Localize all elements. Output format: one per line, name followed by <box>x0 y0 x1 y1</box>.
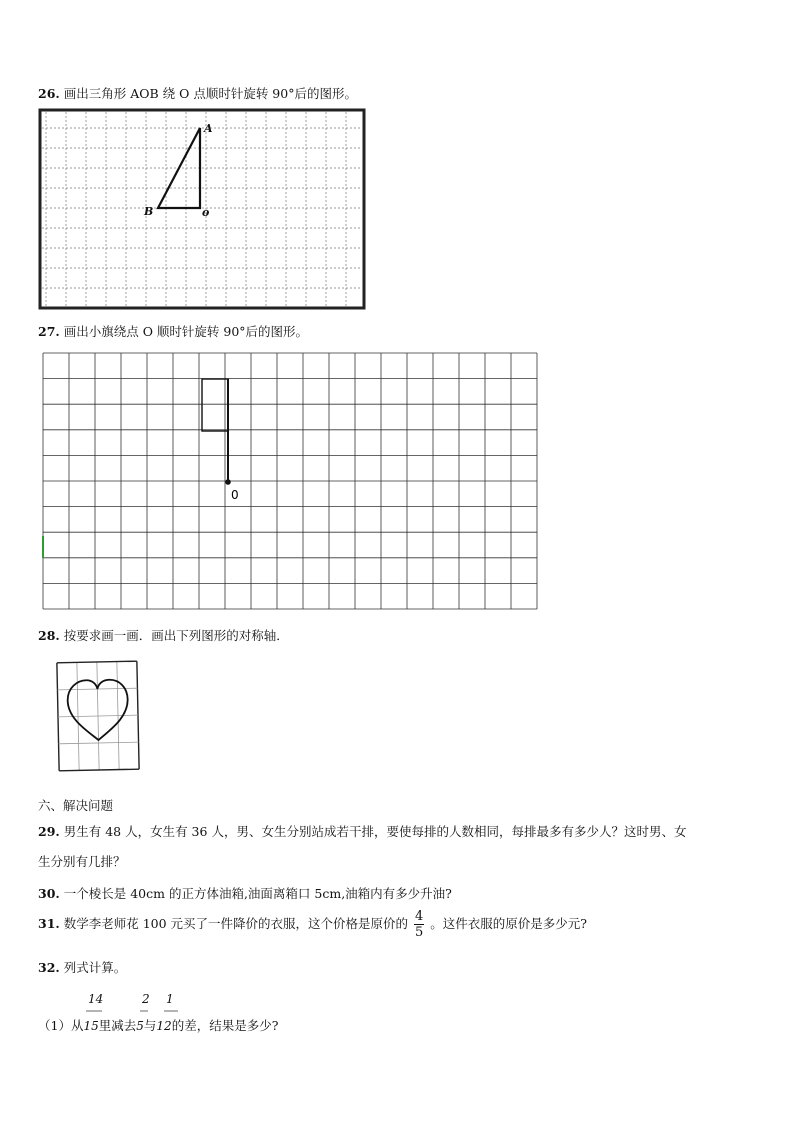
q26-triangle-aob <box>158 128 200 208</box>
q27-point-label: 0 <box>231 488 239 502</box>
q30-text: 一个棱长是 40cm 的正方体油箱,油面离箱口 5cm,油箱内有多少升油? <box>63 886 452 901</box>
q32-f1-denominator: 15 <box>83 1019 99 1033</box>
q29-line1: 男生有 48 人，女生有 36 人，男、女生分别站成若干排，要使每排的人数相同，每排最多有多少人？这时男、女 <box>63 824 687 839</box>
q26-grid-figure <box>38 108 368 312</box>
section-title: 六、解决问题 <box>38 798 114 813</box>
q31-text-before: 数学李老师花 100 元买了一件降价的衣服，这个价格是原价的 <box>63 916 409 931</box>
q26-label-a: A <box>204 122 213 135</box>
q27-prompt <box>38 322 308 340</box>
q32-sub1-suffix: 的差，结果是多少? <box>171 1018 279 1033</box>
q32-sub1-prefix: （1）从 <box>38 1018 84 1033</box>
q28-grid-line <box>57 661 137 663</box>
q28-grid-line <box>59 769 139 771</box>
q27-number: 27. <box>38 324 60 339</box>
q32-title: 列式计算。 <box>63 960 127 975</box>
q28-number: 28. <box>38 628 60 643</box>
q28-text: 按要求画一画．画出下列图形的对称轴． <box>63 628 289 643</box>
q31-prompt <box>38 910 587 939</box>
q27-grid-figure <box>42 352 546 612</box>
q32-number: 32. <box>38 960 60 975</box>
q32-prompt <box>38 958 126 976</box>
q30-prompt <box>38 884 452 902</box>
q32-f3-numerator: 1 <box>166 992 174 1006</box>
q29-prompt <box>38 822 686 840</box>
q26-prompt <box>38 84 357 102</box>
q28-heart-figure <box>56 660 146 774</box>
q29-number: 29. <box>38 824 60 839</box>
q28-prompt <box>38 626 289 644</box>
q32-f3-denominator: 12 <box>156 1019 172 1033</box>
q32-f2-denominator: 5 <box>136 1019 144 1033</box>
q32-f1-numerator: 14 <box>88 992 104 1006</box>
q32-sub1-mid2: 与 <box>143 1018 157 1033</box>
q26-text: 画出三角形 AOB 绕 O 点顺时针旋转 90°后的图形。 <box>63 86 357 101</box>
q32-sub1-mid1: 里减去 <box>98 1018 137 1033</box>
q27-flag <box>202 379 228 431</box>
q26-label-o: o <box>202 206 210 219</box>
q31-fraction-numerator: 4 <box>415 909 424 924</box>
q32-f2-numerator: 2 <box>142 992 150 1006</box>
q29-line2: 生分别有几排？ <box>38 854 126 869</box>
q31-fraction <box>414 910 424 939</box>
q31-number: 31. <box>38 916 60 931</box>
q31-text-after: 。这件衣服的原价是多少元? <box>430 916 587 931</box>
q26-label-b: B <box>144 205 154 218</box>
q27-point-o <box>225 479 231 485</box>
q27-text: 画出小旗绕点 O 顺时针旋转 90°后的图形。 <box>63 324 309 339</box>
q32-sub1-line <box>38 1016 278 1034</box>
q32-fraction-bars <box>86 1010 206 1014</box>
q30-number: 30. <box>38 886 60 901</box>
q31-fraction-denominator: 5 <box>415 925 424 940</box>
q26-number: 26. <box>38 86 60 101</box>
